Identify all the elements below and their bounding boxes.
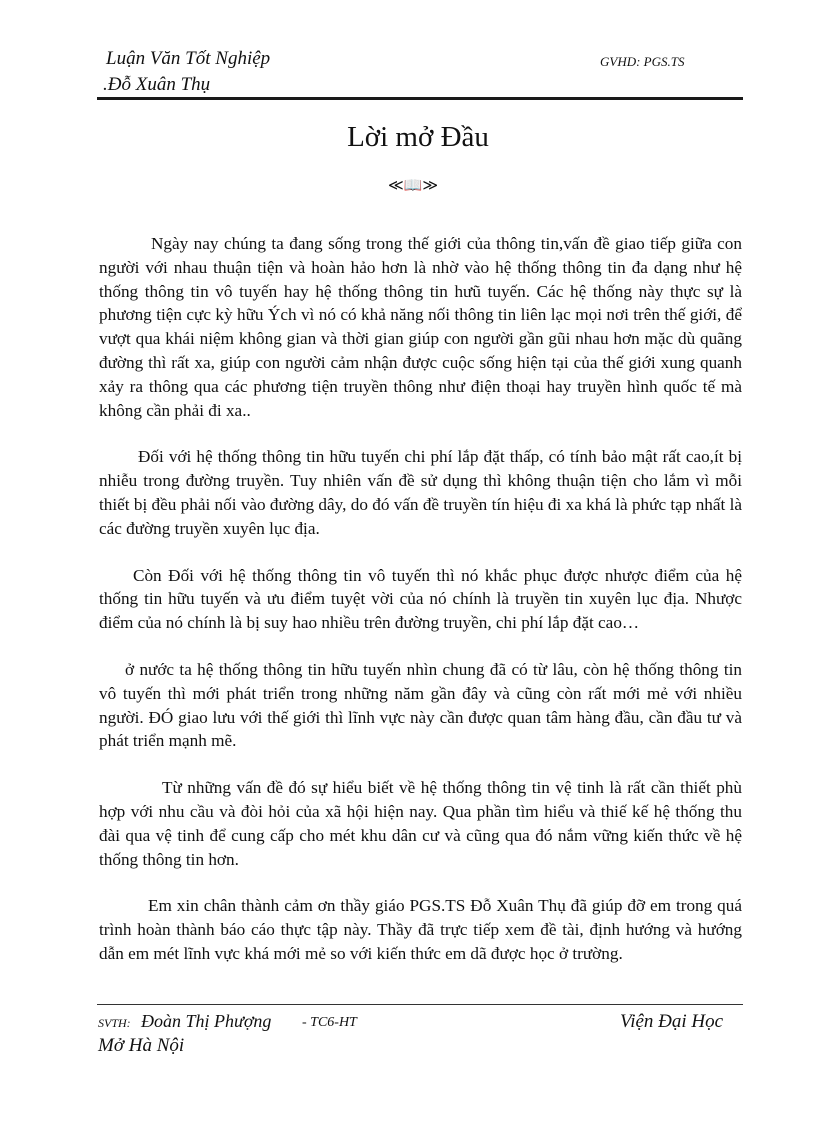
paragraph-5: Từ những vấn đề đó sự hiểu biết về hệ thống thông tin vệ tinh là rất cần thiết phù hợp với nhu cầu và đòi hỏi của xã hội hiện nay. Qua phần tìm hiểu và thiế kế hệ thống thu đài qua vệ tinh để cung cấp cho mét khu dân cư và cũng qua đó nắm vững kiến thức về hệ thống thông tin hơn. <box>99 778 742 869</box>
supervisor-label: GVHD: PGS.TS <box>600 54 685 69</box>
paragraph-6: Em xin chân thành cảm ơn thầy giáo PGS.TS Đỗ Xuân Thụ đã giúp đỡ em trong quá trình hoàn thành báo cáo thực tập này. Thầy đã trực tiếp xem đề tài, định hướng và hướng dẫn em mét lĩnh vực khá mới mẻ so với kiến thức em dã được học ở trường. <box>99 896 742 963</box>
institution-line-2: Mở Hà Nội <box>98 1035 185 1056</box>
header-divider <box>97 97 743 100</box>
supervisor-name: .Đỗ Xuân Thụ <box>103 74 211 95</box>
page-header <box>0 0 816 100</box>
institution-line-1: Viện Đại Học <box>620 1011 724 1032</box>
svth-label: SVTH: <box>98 1016 131 1030</box>
body-text <box>99 232 742 989</box>
thesis-label: Luận Văn Tốt Nghiệp <box>106 48 271 69</box>
class-code: - TC6-HT <box>302 1015 357 1030</box>
footer-divider <box>97 1004 743 1005</box>
paragraph-3: Còn Đối với hệ thống thông tin vô tuyến thì nó khắc phục được nhược điểm của hệ thống tin hữu tuyến và ưu điểm tuyệt vời của nó chính là truyền tin xuyên lục địa. Nhược điểm của nó chính là bị suy hao nhiều trên đường truyền, chi phí lắp đặt cao… <box>99 565 742 633</box>
student-name: Đoàn Thị Phượng <box>141 1011 272 1031</box>
paragraph-2: Đối với hệ thống thông tin hữu tuyến chi phí lắp đặt thấp, có tính bảo mật rất cao,ít bị nhiễu trong đường truyền. Tuy nhiên vấn đề sử dụng thì không thuận tiện cho lắm vì mỗi thiết bị đều phải nối vào đường dây, do đó vấn đề truyền tín hiệu đi xa khá là phức tạp nhất là các đường truyền xuyên lục địa. <box>99 447 742 538</box>
paragraph-4: ở nước ta hệ thống thông tin hữu tuyến nhìn chung đã có từ lâu, còn hệ thống thông tin vô tuyến thì mới phát triển trong những năm gần đây và cũng còn rất mới mẻ với nhiều người. ĐÓ giao lưu với thế giới thì lĩnh vực này cần được quan tâm hàng đầu, cần đầu tư và phát triển mạnh mẽ. <box>99 659 742 751</box>
page-title: Lời mở Đầu <box>347 121 489 153</box>
book-ornament-icon: ≪📖≫ <box>388 178 439 194</box>
paragraph-1: Ngày nay chúng ta đang sống trong thế giới của thông tin,vấn đề giao tiếp giữa con người với nhau thuận tiện và hoàn hảo hơn là nhờ vào hệ thống thông tin đa dạng như hệ thống thông tin vô tuyến hay hệ thống thông tin hưũ tuyến. Các hệ thống này thực sự là phương tiện cực kỳ hữu Ých vì nó có khả năng nối thông tin liên lạc mọi nơi trên thế giới, để vượt qua khái niệm không gian và thời gian giúp con người gần gũi nhau hơn mặc dù quãng đường thì rất xa, giúp con người cảm nhận được cuộc sống hiện tại của thế giới xung quanh xảy ra thông qua các phương tiện truyền thông như điện thoại hay truyền hình quốc tế mà không cần phải đi xa.. <box>99 234 742 420</box>
